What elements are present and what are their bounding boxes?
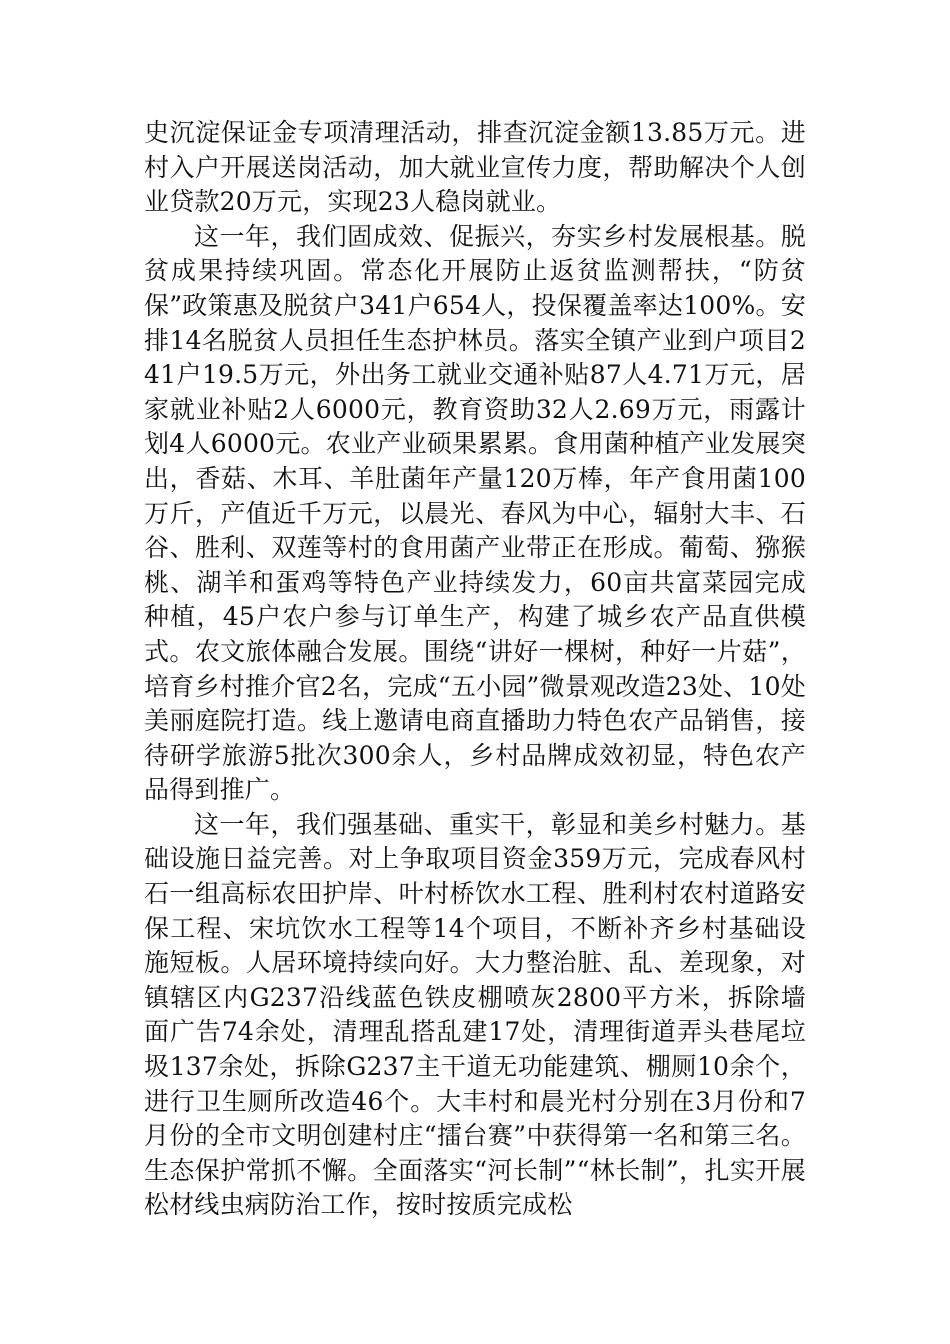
paragraph-2: 这一年，我们固成效、促振兴，夯实乡村发展根基。脱贫成果持续巩固。常态化开展防止返贫监测帮扶，“防贫保”政策惠及脱贫户341户654人，投保覆盖率达100%。安排14名脱贫人员担任生态护林员。落实全镇产业到户项目241户19.5万元，外出务工就业交通补贴87人4.71万元，居家就业补贴2人6000元，教育资助32人2.69万元，雨露计划4人6000元。农业产业硕果累累。食用菌种植产业发展突出，香菇、木耳、羊肚菌年产量120万棒，年产食用菌100万斤，产值近千万元，以晨光、春风为中心，辐射大丰、石谷、胜利、双莲等村的食用菌产业带正在形成。葡萄、猕猴桃、湖羊和蛋鸡等特色产业持续发力，60亩共富菜园完成种植，45户农户参与订单生产，构建了城乡农产品直供模式。农文旅体融合发展。围绕“讲好一棵树，种好一片菇”，培育乡村推介官2名，完成“五小园”微景观改造23处、10处美丽庭院打造。线上邀请电商直播助力特色农产品销售，接待研学旅游5批次300余人，乡村品牌成效初显，特色农产品得到推广。 (144, 221, 806, 805)
paragraph-1: 史沉淀保证金专项清理活动，排查沉淀金额13.85万元。进村入户开展送岗活动，加大就业宣传力度，帮助解决个人创业贷款20万元，实现23人稳岗就业。 (144, 118, 806, 217)
document-body (144, 116, 806, 1223)
paragraph-3: 这一年，我们强基础、重实干，彰显和美乡村魅力。基础设施日益完善。对上争取项目资金359万元，完成春风村石一组高标农田护岸、叶村桥饮水工程、胜利村农村道路安保工程、宋坑饮水工程等14个项目，不断补齐乡村基础设施短板。人居环境持续向好。大力整治脏、乱、差现象，对镇辖区内G237沿线蓝色铁皮棚喷灰2800平方米，拆除墙面广告74余处，清理乱搭乱建17处，清理街道弄头巷尾垃圾137余处，拆除G237主干道无功能建筑、棚厕10余个，进行卫生厕所改造46个。大丰村和晨光村分别在3月份和7月份的全市文明创建村庄“擂台赛”中获得第一名和第三名。生态保护常抓不懈。全面落实“河长制”“林长制”，扎实开展松材线虫病防治工作，按时按质完成松 (144, 809, 806, 1220)
